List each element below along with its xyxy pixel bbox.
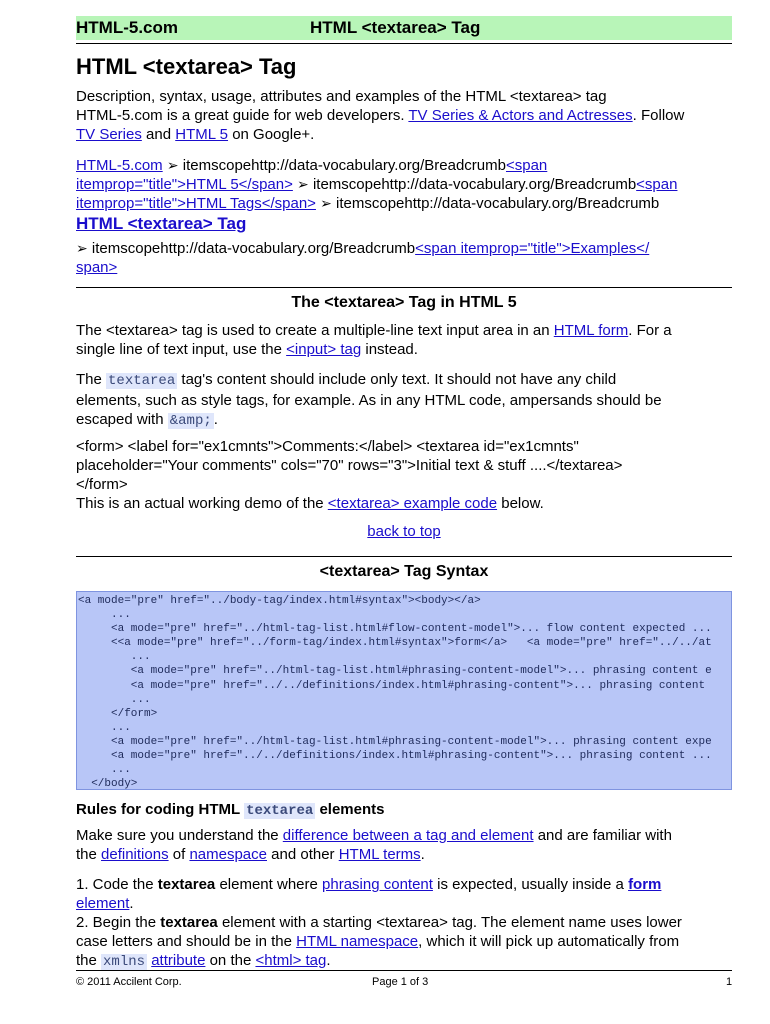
tv-series-actors-link[interactable]: TV Series & Actors and Actresses	[408, 107, 633, 124]
code-line: <<a mode="pre" href="../form-tag/index.html#syntax">form</a> <a mode="pre" href="../../at	[78, 637, 712, 650]
breadcrumb-text: itemscopehttp://data-vocabulary.org/Breadcrumb	[178, 157, 506, 174]
code-line: <a mode="pre" href="../html-tag-list.html#phrasing-content-model">... phrasing content e	[78, 665, 712, 678]
text: .	[213, 411, 218, 428]
breadcrumb-text: itemscopehttp://data-vocabulary.org/Breadcrumb	[87, 240, 416, 257]
section-rule	[76, 287, 732, 288]
text: on the	[205, 952, 256, 969]
breadcrumb	[76, 156, 736, 277]
intro-text: and	[141, 126, 176, 143]
text: , which it will pick up automatically from	[418, 933, 680, 950]
text-line: elements, such as style tags, for example. As in any HTML code, ampersands should be	[76, 392, 662, 409]
element-name: textarea	[157, 876, 216, 893]
arrow-icon: ➢	[320, 195, 332, 211]
intro-text: on Google+.	[228, 126, 315, 143]
inline-code: &amp;	[169, 413, 212, 429]
code-line: <a mode="pre" href="../../definitions/index.html#phrasing-content">... phrasing content ...	[78, 750, 712, 763]
text: and are familiar with	[533, 827, 672, 844]
text: . For a	[628, 322, 672, 339]
list-item-cont	[76, 894, 736, 913]
text-line	[76, 370, 736, 391]
footer-copyright: © 2011 Accilent Corp.	[76, 976, 182, 988]
element-link[interactable]: element	[76, 895, 130, 912]
header-rule	[76, 43, 732, 44]
breadcrumb-text: itemscopehttp://data-vocabulary.org/Breadcrumb	[308, 176, 637, 193]
text: .	[420, 846, 425, 863]
text: The	[76, 371, 107, 388]
text-line: placeholder="Your comments" cols="70" rows="3">Initial text & stuff ....</textarea>	[76, 457, 623, 474]
input-tag-link[interactable]: <input> tag	[286, 341, 362, 358]
code-line: </body>	[78, 778, 138, 790]
code-line: ...	[78, 693, 151, 706]
site-name: HTML-5.com	[76, 18, 178, 37]
html-namespace-link[interactable]: HTML namespace	[296, 933, 419, 950]
text: tag's content should include only text. It should not have any child	[177, 371, 617, 388]
breadcrumb-html5com-link[interactable]: HTML-5.com	[76, 157, 163, 174]
header-bar	[76, 16, 732, 40]
intro-text: . Follow	[632, 107, 685, 124]
breadcrumb-html-tags-link[interactable]: itemprop="title">HTML Tags</span>	[76, 195, 316, 212]
html-terms-link[interactable]: HTML terms	[338, 846, 421, 863]
breadcrumb-line-5	[76, 258, 736, 277]
text: .	[129, 895, 134, 912]
attribute-link[interactable]: attribute	[151, 952, 206, 969]
code-line: <a mode="pre" href="../html-tag-list.html#phrasing-content-model">... phrasing content expe	[78, 735, 712, 748]
section-heading: The <textarea> Tag in HTML 5	[291, 294, 517, 311]
rules-list	[76, 875, 736, 972]
section-heading: <textarea> Tag Syntax	[319, 563, 489, 580]
text: Make sure you understand the	[76, 827, 283, 844]
text: .	[326, 952, 331, 969]
html5-link[interactable]: HTML 5	[175, 126, 229, 143]
list-item	[76, 913, 736, 932]
section-rule	[76, 556, 732, 557]
code-line: <a mode="pre" href="../body-tag/index.html#syntax"><body></a>	[78, 595, 481, 607]
text: below.	[497, 495, 544, 512]
breadcrumb-current-line	[76, 213, 736, 235]
text: element with a starting <textarea> tag. The element name uses lower	[217, 914, 682, 931]
section1-example	[76, 437, 736, 513]
text-line	[76, 826, 736, 845]
breadcrumb-line-4	[76, 239, 736, 258]
text-line: <form> <label for="ex1cmnts">Comments:</label> <textarea id="ex1cmnts"	[76, 438, 579, 455]
inline-code: textarea	[246, 803, 314, 819]
page-title: HTML <textarea> Tag	[76, 54, 297, 79]
code-line: ...	[78, 651, 151, 664]
code-line: <a mode="pre" href="../../definitions/index.html#phrasing-content">... phrasing content	[78, 679, 706, 692]
breadcrumb-text: itemscopehttp://data-vocabulary.org/Breadcrumb	[331, 195, 660, 212]
tv-series-link[interactable]: TV Series	[76, 126, 142, 143]
text: Rules for coding HTML	[76, 801, 245, 818]
text: instead.	[361, 341, 418, 358]
definitions-link[interactable]: definitions	[101, 846, 169, 863]
breadcrumb-examples-link-end[interactable]: span>	[76, 259, 118, 276]
text-line: </form>	[76, 476, 128, 493]
text: of	[168, 846, 190, 863]
arrow-icon: ➢	[166, 157, 179, 173]
text-line	[76, 410, 736, 431]
text: is expected, usually inside a	[432, 876, 629, 893]
text: single line of text input, use the	[76, 341, 287, 358]
html-form-link[interactable]: HTML form	[553, 322, 629, 339]
arrow-icon: ➢	[76, 240, 88, 256]
section1-paragraph-1	[76, 321, 736, 359]
back-to-top-link[interactable]: back to top	[367, 523, 441, 540]
code-line: </form>	[78, 707, 158, 720]
breadcrumb-span-link[interactable]: <span	[636, 176, 678, 193]
code-line: <a mode="pre" href="../html-tag-list.html#flow-content-model">... flow content expected ...	[78, 623, 712, 636]
text: This is an actual working demo of the	[76, 495, 328, 512]
breadcrumb-html5-link[interactable]: itemprop="title">HTML 5</span>	[76, 176, 293, 193]
footer-page-number: 1	[726, 976, 733, 988]
intro-line-3	[76, 125, 736, 144]
rules-intro	[76, 826, 736, 864]
element-name: textarea	[160, 914, 218, 931]
inline-code: textarea	[108, 373, 176, 389]
text: element where	[215, 876, 323, 893]
namespace-link[interactable]: namespace	[189, 846, 267, 863]
breadcrumb-line-2	[76, 175, 736, 194]
text: The <textarea> tag is used to create a multiple-line text input area in an	[76, 322, 554, 339]
arrow-icon: ➢	[297, 176, 309, 192]
text-line	[76, 845, 736, 864]
html-tag-link[interactable]: <html> tag	[255, 952, 327, 969]
text: elements	[315, 801, 385, 818]
breadcrumb-examples-link[interactable]: <span itemprop="title">Examples</	[415, 240, 650, 257]
intro-line-2	[76, 106, 736, 125]
text: 1. Code the	[76, 876, 158, 893]
syntax-code	[77, 592, 731, 790]
text-line	[76, 340, 736, 359]
rules-heading	[76, 800, 736, 821]
code-line: ...	[78, 721, 131, 734]
text-line	[76, 321, 736, 340]
intro-text: HTML-5.com is a great guide for web developers.	[76, 107, 409, 124]
tag-vs-element-link[interactable]: difference between a tag and element	[282, 827, 534, 844]
breadcrumb-line-1	[76, 156, 736, 175]
section1-paragraph-2	[76, 370, 736, 431]
intro	[76, 87, 736, 144]
syntax-code-block	[76, 591, 732, 790]
code-line: ...	[78, 764, 131, 777]
text: the	[76, 952, 102, 969]
breadcrumb-line-3	[76, 194, 736, 213]
list-item	[76, 875, 736, 894]
footer-rule	[76, 970, 732, 971]
text: and other	[267, 846, 339, 863]
text-line	[76, 494, 736, 513]
text: 2. Begin the	[76, 914, 161, 931]
back-to-top-wrap	[76, 523, 732, 540]
text: escaped with	[76, 411, 168, 428]
list-item-cont	[76, 932, 736, 951]
list-item-cont	[76, 951, 736, 972]
code-line: ...	[78, 609, 131, 622]
intro-line-1: Description, syntax, usage, attributes and examples of the HTML <textarea> tag	[76, 88, 607, 105]
header-title: HTML <textarea> Tag	[310, 18, 481, 37]
breadcrumb-span-link[interactable]: <span	[505, 157, 548, 174]
text: the	[76, 846, 102, 863]
text: case letters and should be in the	[76, 933, 297, 950]
phrasing-content-link[interactable]: phrasing content	[322, 876, 433, 893]
example-code-link[interactable]: <textarea> example code	[327, 495, 498, 512]
form-link[interactable]: form	[628, 876, 662, 893]
breadcrumb-current-link[interactable]: HTML <textarea> Tag	[76, 214, 247, 233]
footer-page: Page 1 of 3	[372, 976, 429, 988]
inline-code: xmlns	[103, 954, 146, 970]
